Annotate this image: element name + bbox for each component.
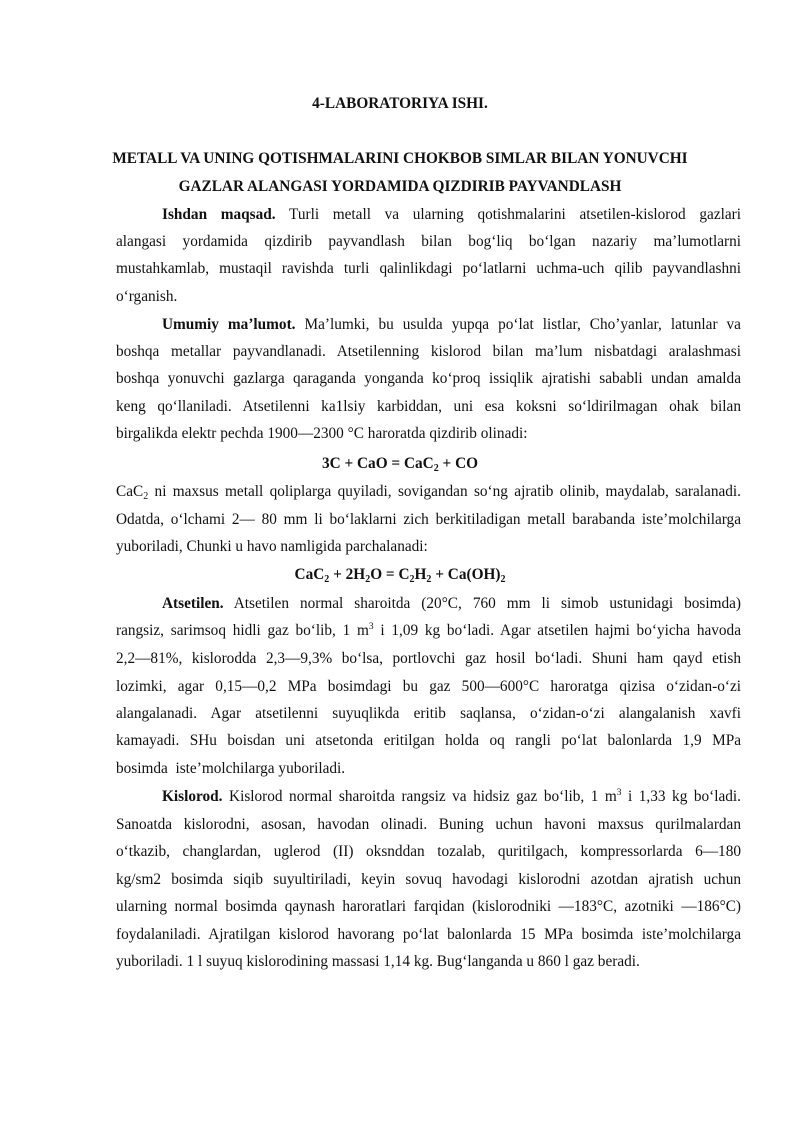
topic-title-line-1: METALL VA UNING QOTISHMALARINI CHOKBOB SIMLAR BILAN YONUVCHI [112,150,688,167]
acetylene-paragraph-line: Atsetilen. Atsetilen normal sharoitda (20°C, 760 mm li simob ustunidagi bosimda) [162,595,741,612]
carbide-paragraph-line: CaC$_2$ ni maxsus metall qoliplarga quyiladi, sovigandan so‘ng ajratib olinib, maydalab, saralanadi. [116,483,741,502]
oxygen-paragraph-line: ularning normal bosimda qaynash haroratlari farqidan (kislorodniki —183°C, azotniki —186°C) [116,898,741,915]
formula-carbide: 3C + CaO = CaC$_2$ + CO [321,455,479,474]
general-paragraph-line: boshqa yonuvchi gazlarga qaraganda yonganda ko‘proq issiqlik ajratishi sababli undan amalda [116,370,741,387]
carbide-paragraph-line: yuboriladi, Chunki u havo namligida parchalanadi: [116,538,428,555]
acetylene-paragraph-line: alangalanadi. Agar atsetilenni suyuqlikda eritib saqlansa, o‘zidan-o‘zi alangalanish xavfi [116,705,741,722]
acetylene-paragraph-line: kamayadi. SHu boisdan uni atsetonda eritilgan holda oq rangli po‘lat balonlarda 1,9 MPa [116,732,741,749]
oxygen-paragraph-line: kg/sm2 bosimda siqib suyultiriladi, keyin sovuq havodagi kislorodni azotdan ajratish uchun [116,871,741,888]
general-label: Umumiy ma’lumot. [162,316,296,333]
aim-paragraph-line: Ishdan maqsad. Turli metall va ularning qotishmalarini atsetilen-kislorod gazlari [162,206,741,223]
aim-paragraph-line: alangasi yordamida qizdirib payvandlash bilan bog‘liq bo‘lgan nazariy ma’lumotlarni [116,233,741,250]
aim-paragraph-line: o‘rganish. [116,288,178,305]
oxygen-paragraph-line: Sanoatda kislorodni, asosan, havodan olinadi. Buning uchun havoni maxsus qurilmalardan [116,816,741,833]
acetylene-label: Atsetilen. [162,595,224,612]
oxygen-paragraph-line: Kislorod. Kislorod normal sharoitda rangsiz va hidsiz gaz bo‘lib, 1 $m^3$ i 1,33 kg bo‘ladi. [162,788,741,805]
acetylene-paragraph-line: bosimda iste’molchilarga yuboriladi. [116,760,346,777]
oxygen-label: Kislorod. [162,788,223,805]
oxygen-paragraph-line: yuboriladi. 1 l suyuq kislorodining massasi 1,14 kg. Bug‘langanda u 860 l gaz beradi. [116,953,640,970]
lab-title: 4-LABORATORIYA ISHI. [312,95,488,112]
general-paragraph-line: keng qo‘llaniladi. Atsetilenni ka1lsiy karbiddan, uni esa koksni so‘ldirilmagan ohak bilan [116,398,741,415]
general-paragraph-line: Umumiy ma’lumot. Ma’lumki, bu usulda yupqa po‘lat listlar, Cho’yanlar, latunlar va [162,316,741,333]
general-paragraph-line: birgalikda elektr pechda 1900—2300 °C haroratda qizdirib olinadi: [116,425,528,442]
formula-hydrolysis: $CaC_2 + 2H_2O = C_2H_2 + Ca(OH)_2$ [294,566,506,585]
aim-paragraph-line: mustahkamlab, mustaqil ravishda turli qalinlikdagi po‘latlarni uchma-uch qilib payvandlashni [116,260,741,277]
acetylene-paragraph-line: lozimki, agar 0,15—0,2 MPa bosimdagi bu gaz 500—600°C haroratga qizisa o‘zidan-o‘zi [116,678,741,695]
oxygen-paragraph-line: o‘tkazib, changlardan, uglerod (II) oksnddan tozalab, quritilgach, kompressorlarda 6—180 [116,843,741,860]
general-paragraph-line: boshqa metallar payvandlanadi. Atsetilenning kislorod bilan ma’lum nisbatdagi aralashmasi [116,343,741,360]
oxygen-paragraph-line: foydalaniladi. Ajratilgan kislorod havorang po‘lat balonlarda 15 MPa bosimda iste’molchilarga [116,926,741,943]
aim-label: Ishdan maqsad. [162,206,276,223]
acetylene-paragraph-line: rangsiz, sarimsoq hidli gaz bo‘lib, 1 $m^3$ i 1,09 kg bo‘ladi. Agar atsetilen hajmi bo‘yicha havoda [116,622,741,639]
topic-title-line-2: GAZLAR ALANGASI YORDAMIDA QIZDIRIB PAYVANDLASH [178,178,622,195]
carbide-paragraph-line: Odatda, o‘lchami 2— 80 mm li bo‘laklarni zich berkitiladigan metall barabanda iste’molchilarga [116,511,741,528]
acetylene-paragraph-line: 2,2—81%, kislorodda 2,3—9,3% bo‘lsa, portlovchi gaz hosil bo‘ladi. Shuni ham qayd etish [116,650,741,667]
